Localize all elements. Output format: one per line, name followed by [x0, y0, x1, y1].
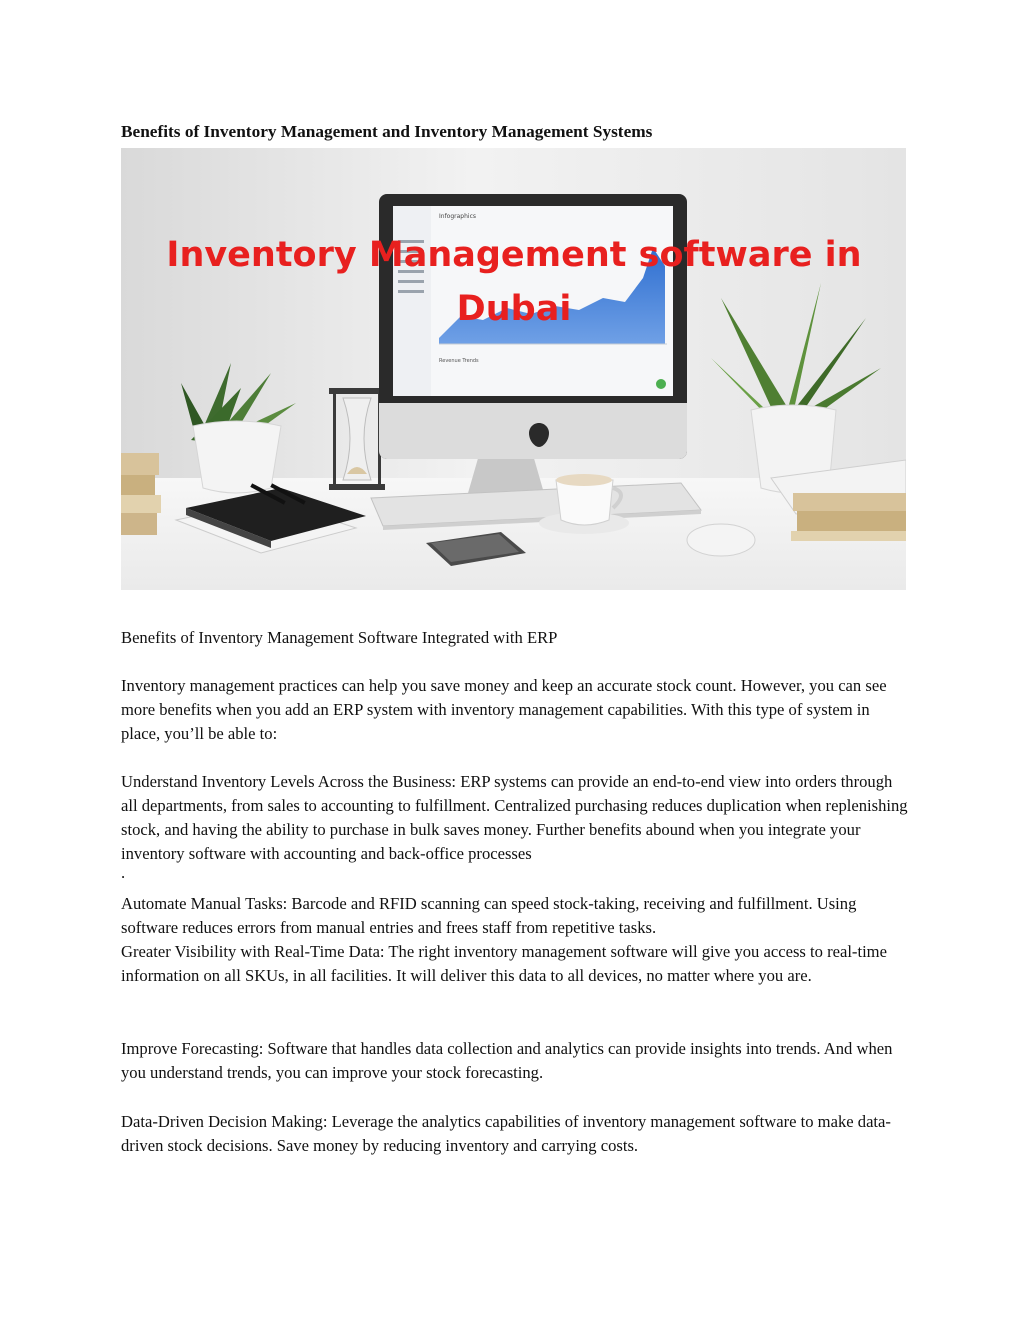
image-overlay-line-2: Dubai — [456, 289, 572, 329]
stray-period: . — [121, 863, 126, 882]
mouse — [687, 524, 755, 556]
book-stack-left — [121, 453, 161, 535]
screen-subheader: Revenue Trends — [439, 358, 479, 364]
benefit-forecasting: Improve Forecasting: Software that handles data collection and analytics can provide insights into trends. And when you understand trends, you can improve your stock forecasting. — [121, 1039, 893, 1082]
image-overlay-line-1: Inventory Management software in — [166, 235, 862, 275]
benefit-real-time-data: Greater Visibility with Real-Time Data: The right inventory management software will give you access to real-time information on all SKUs, in all facilities. It will deliver this data to all devices, no matter where you are. — [121, 942, 887, 985]
document-title: Benefits of Inventory Management and Inventory Management Systems — [121, 122, 653, 141]
benefit-inventory-levels: Understand Inventory Levels Across the Business: ERP systems can provide an end-to-end view into orders through all departments, from sales to accounting to fulfillment. Centralized purchasing reduces duplication when replenishing stock, and having the ability to purchase in bulk saves money. Further benefits abound when you integrate your inventory software with accounting and back-office processes — [121, 772, 908, 863]
screen-header: Infographics — [439, 213, 477, 220]
hero-image — [121, 148, 906, 590]
section-subtitle: Benefits of Inventory Management Software Integrated with ERP — [121, 628, 558, 647]
intro-paragraph: Inventory management practices can help you save money and keep an accurate stock count. However, you can see more benefits when you add an ERP system with inventory management capabilities. With this type of system in place, you’ll be able to: — [121, 676, 887, 743]
benefit-data-driven-decisions: Data-Driven Decision Making: Leverage the analytics capabilities of inventory management software to make data-driven stock decisions. Save money by reducing inventory and carrying costs. — [121, 1112, 891, 1155]
benefit-automate-tasks: Automate Manual Tasks: Barcode and RFID scanning can speed stock-taking, receiving and fulfillment. Using software reduces errors from manual entries and frees staff from repetitive tasks. — [121, 894, 857, 937]
